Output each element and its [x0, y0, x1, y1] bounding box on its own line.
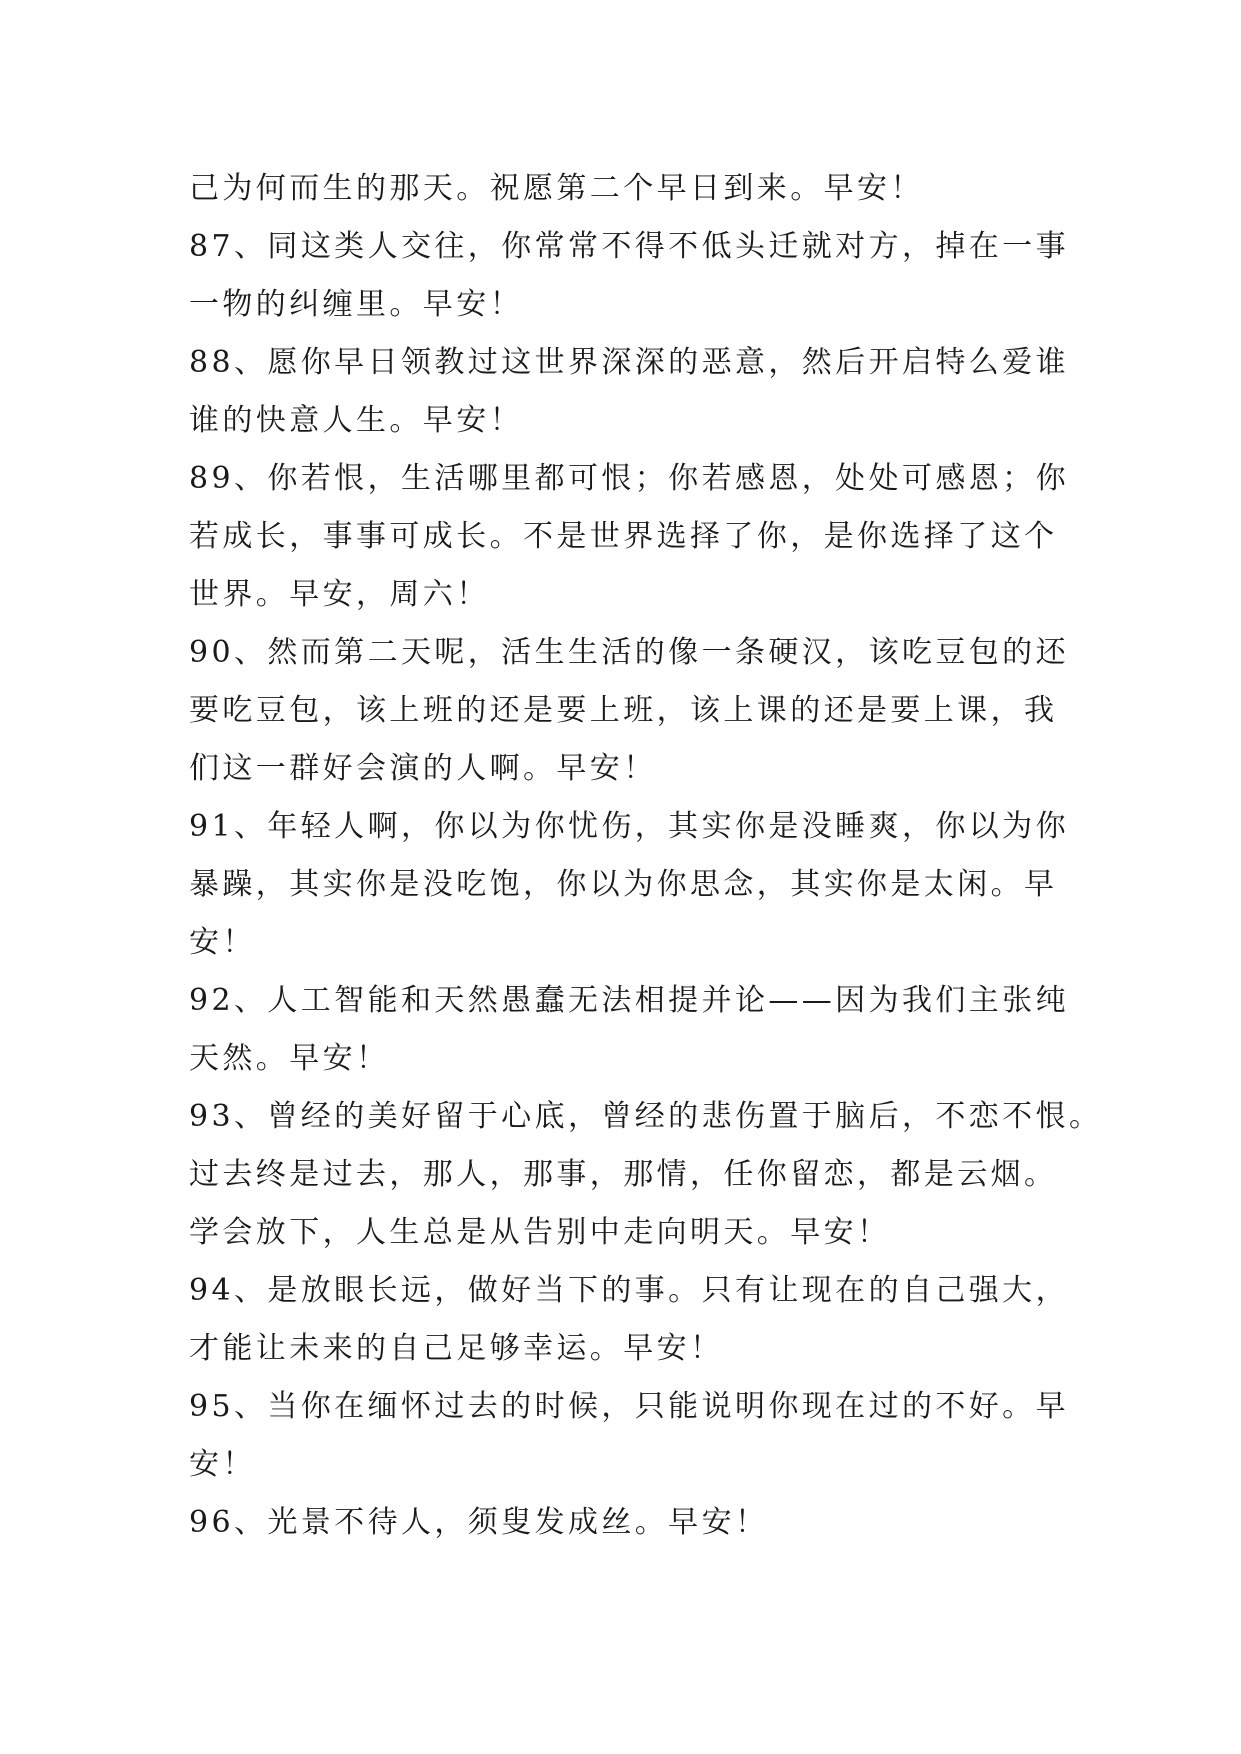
text-line: 才能让未来的自己足够幸运。早安！ [189, 1331, 724, 1366]
text-line: 95、当你在缅怀过去的时候，只能说明你现在过的不好。早 [189, 1389, 1069, 1424]
text-line: 安！ [189, 925, 256, 960]
text-line: 88、愿你早日领教过这世界深深的恶意，然后开启特么爱谁 [189, 345, 1069, 380]
document-body [189, 160, 1103, 1552]
text-line: 安！ [189, 1447, 256, 1482]
text-line: 学会放下，人生总是从告别中走向明天。早安！ [189, 1215, 891, 1250]
text-line: 87、同这类人交往，你常常不得不低头迁就对方，掉在一事 [189, 229, 1069, 264]
text-line: 89、你若恨，生活哪里都可恨；你若感恩，处处可感恩；你 [189, 461, 1069, 496]
text-line: 一物的纠缠里。早安！ [189, 287, 523, 322]
text-line: 天然。早安！ [189, 1041, 390, 1076]
text-line: 谁的快意人生。早安！ [189, 403, 523, 438]
text-line: 90、然而第二天呢，活生生活的像一条硬汉，该吃豆包的还 [189, 635, 1069, 670]
text-line: 96、光景不待人，须叟发成丝。早安！ [189, 1505, 769, 1540]
text-line: 暴躁，其实你是没吃饱，你以为你思念，其实你是太闲。早 [189, 867, 1058, 902]
text-line: 93、曾经的美好留于心底，曾经的悲伤置于脑后，不恋不恨。 [189, 1099, 1103, 1134]
text-line: 过去终是过去，那人，那事，那情，任你留恋，都是云烟。 [189, 1157, 1058, 1192]
text-line: 要吃豆包，该上班的还是要上班，该上课的还是要上课，我 [189, 693, 1058, 728]
text-line: 世界。早安，周六！ [189, 577, 490, 612]
text-line: 92、人工智能和天然愚蠢无法相提并论——因为我们主张纯 [189, 983, 1069, 1018]
text-line: 己为何而生的那天。祝愿第二个早日到来。早安！ [189, 171, 924, 206]
text-line: 若成长，事事可成长。不是世界选择了你，是你选择了这个 [189, 519, 1058, 554]
text-line: 91、年轻人啊，你以为你忧伤，其实你是没睡爽，你以为你 [189, 809, 1069, 844]
text-line: 们这一群好会演的人啊。早安！ [189, 751, 657, 786]
text-line: 94、是放眼长远，做好当下的事。只有让现在的自己强大， [189, 1273, 1069, 1308]
